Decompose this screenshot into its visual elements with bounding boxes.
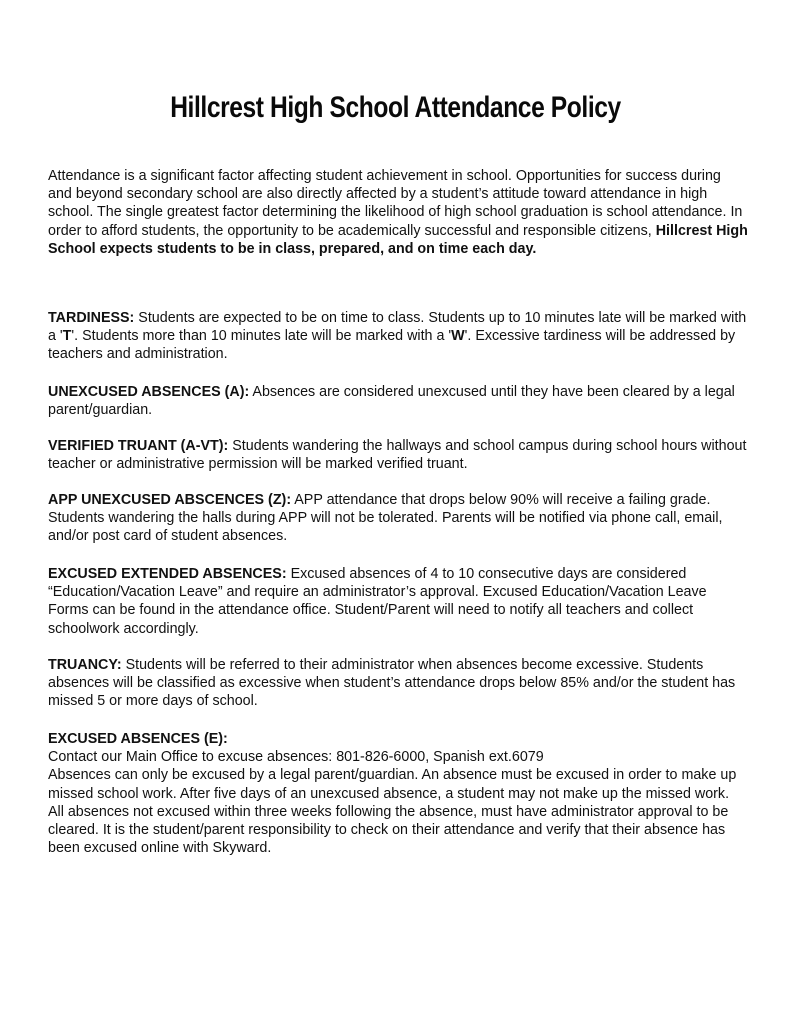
unexcused-absences-text: Absences are considered unexcused until they have been cleared by a legal parent/guardian. [48, 384, 735, 419]
tardiness-text-1: Students are expected to be on time to class. Students up to 10 minutes late will be marked with a ' [48, 310, 747, 345]
intro-text: Attendance is a significant factor affecting student achievement in school. Opportunities for success during and beyond secondary school are also directly affected by a student’s attitude toward attendance in high school. The single greatest factor determining the likelihood of high school graduation is school attendance. In order to afford students, the opportunity to be academically successful and responsible citizens, [48, 168, 743, 239]
tardiness-text-3: '. Excessive tardiness will be addressed by teachers and administration. [48, 328, 736, 363]
excused-absences-label: EXCUSED ABSENCES (E): [48, 731, 228, 747]
truancy-text: Students will be referred to their administrator when absences become excessive. Students absences will be classified as excessive when student’s attendance drops below 85% and/or the student has missed 5 or more days of school. [48, 657, 736, 710]
app-unexcused-text: APP attendance that drops below 90% will receive a failing grade. Students wandering the halls during APP will not be tolerated. Parents will be notified via phone call, email, and/or post card of student absences. [48, 492, 723, 545]
excused-extended-label: EXCUSED EXTENDED ABSENCES: [48, 566, 287, 582]
intro-emphasis: Hillcrest High School expects students to be in class, prepared, and on time each day. [48, 222, 748, 257]
truancy-label: TRUANCY: [48, 657, 122, 673]
tardiness-label: TARDINESS: [48, 310, 135, 326]
intro-paragraph [48, 167, 748, 258]
tardiness-code-w: W [451, 328, 465, 345]
excused-absences-text: Absences can only be excused by a legal parent/guardian. An absence must be excused in order to make up missed school work. After five days of an unexcused absence, a student may not make up the missed work. All absences not excused within three weeks following the absence, must have administrator approval to be cleared. It is the student/parent responsibility to check on their attendance and verify that their absence has been excused online with Skyward. [48, 767, 737, 857]
unexcused-absences-label: UNEXCUSED ABSENCES (A): [48, 384, 250, 400]
excused-extended-text: Excused absences of 4 to 10 consecutive days are considered “Education/Vacation Leave” and require an administrator’s approval. Excused Education/Vacation Leave Forms can be found in the attendance office. Student/Parent will need to notify all teachers and collect schoolwork accordingly. [48, 566, 707, 637]
page-title: Hillcrest High School Attendance Policy [170, 91, 621, 124]
tardiness-code-t: T [62, 328, 72, 345]
verified-truant-text: Students wandering the hallways and school campus during school hours without teacher or administrative permission will be marked verified truant. [48, 438, 747, 473]
excused-absences-section [48, 730, 748, 857]
verified-truant-section [48, 437, 748, 473]
tardiness-section [48, 309, 748, 364]
truancy-section [48, 656, 748, 711]
tardiness-text-2: '. Students more than 10 minutes late will be marked with a ' [71, 328, 452, 345]
excused-extended-section [48, 565, 748, 638]
excused-contact-line: Contact our Main Office to excuse absences: 801-826-6000, Spanish ext.6079 [48, 749, 544, 766]
app-unexcused-section [48, 491, 748, 546]
app-unexcused-label: APP UNEXCUSED ABSCENCES (Z): [48, 492, 292, 508]
unexcused-absences-section [48, 383, 748, 419]
verified-truant-label: VERIFIED TRUANT (A-VT): [48, 438, 229, 454]
